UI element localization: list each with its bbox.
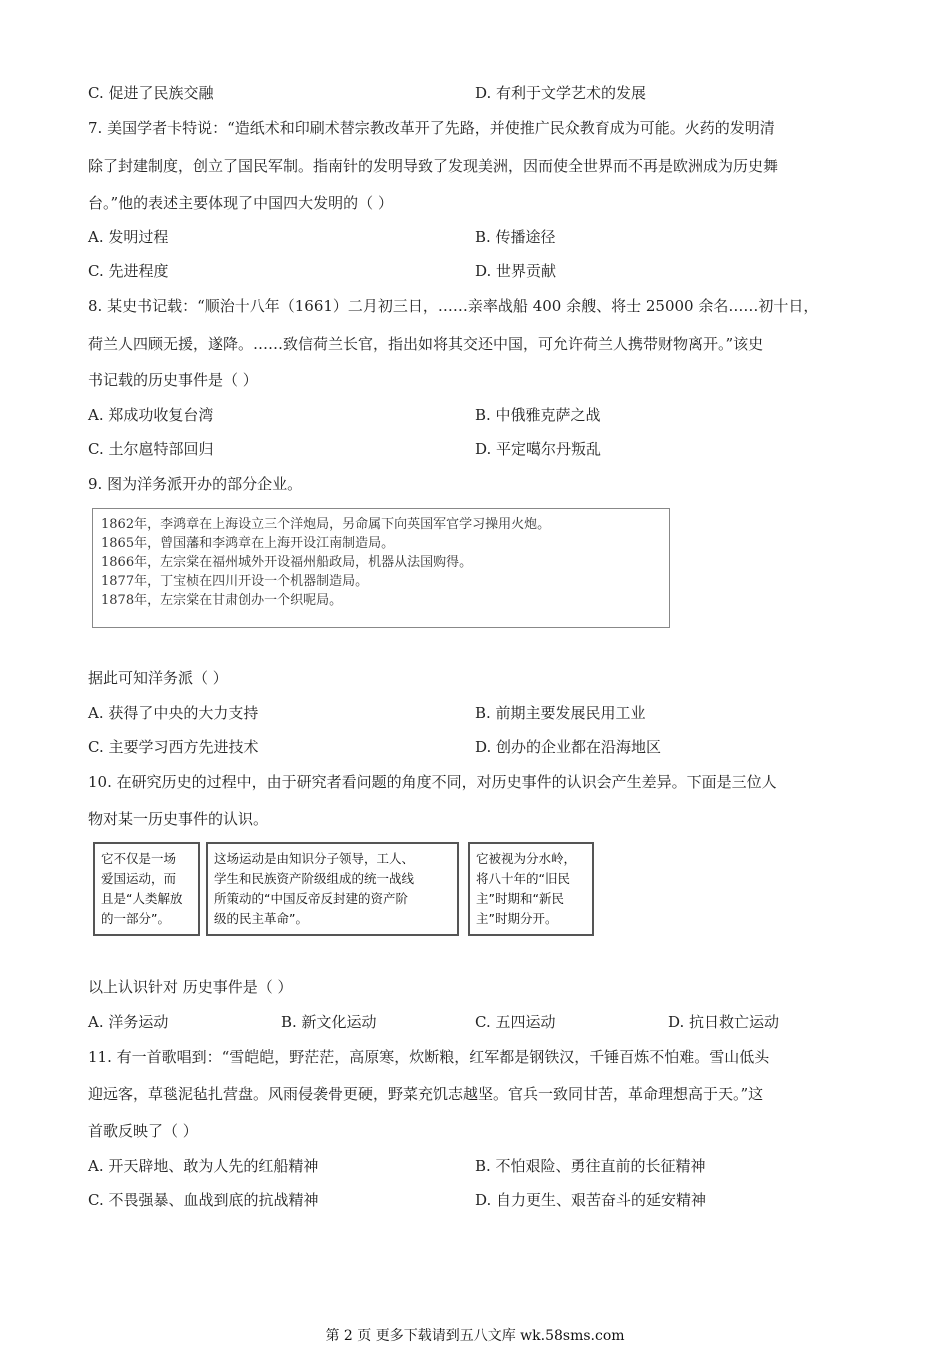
- q9-box-line: 1862年，李鸿章在上海设立三个洋炮局，另命属下向英国军官学习操用火炮。: [101, 517, 551, 532]
- q8-stem-line-2: 荷兰人四顾无援，遂降。……致信荷兰长官，指出如将其交还中国，可允许荷兰人携带财物离开。”该史: [88, 335, 764, 353]
- q10-box3-line: 主”时期分开。: [476, 911, 558, 926]
- q10-question: 以上认识针对 历史事件是（ ）: [88, 978, 293, 996]
- q8-option-a: A. 郑成功收复台湾: [88, 406, 214, 424]
- q9-option-d: D. 创办的企业都在沿海地区: [475, 738, 662, 756]
- q10-box2-line: 学生和民族资产阶级组成的统一战线: [214, 871, 415, 886]
- q10-option-a: A. 洋务运动: [88, 1013, 169, 1031]
- q11-stem-line-2: 迎远客，草毯泥毡扎营盘。风雨侵袭骨更硬，野菜充饥志越坚。官兵一致同甘苦，革命理想高于天。”这: [88, 1085, 764, 1103]
- q6-option-c: C. 促进了民族交融: [88, 84, 214, 102]
- q11-stem-line-3: 首歌反映了（ ）: [88, 1122, 198, 1140]
- q10-box3-line: 将八十年的“旧民: [476, 871, 570, 886]
- q10-stem-line-1: 10. 在研究历史的过程中，由于研究者看问题的角度不同，对历史事件的认识会产生差异。下面是三位人: [88, 773, 777, 791]
- q7-option-d: D. 世界贡献: [475, 262, 557, 280]
- q10-box2-line: 这场运动是由知识分子领导，工人、: [214, 851, 415, 866]
- q10-box1-line: 它不仅是一场: [101, 851, 177, 866]
- q10-box1-line: 的一部分”。: [101, 911, 170, 926]
- q7-option-a: A. 发明过程: [88, 228, 169, 246]
- q8-option-b: B. 中俄雅克萨之战: [475, 406, 601, 424]
- q9-stem: 9. 图为洋务派开办的部分企业。: [88, 475, 303, 493]
- q9-box-line: 1865年，曾国藩和李鸿章在上海开设江南制造局。: [101, 536, 395, 551]
- q9-box-line: 1877年，丁宝桢在四川开设一个机器制造局。: [101, 574, 369, 589]
- q9-box-line: 1866年，左宗棠在福州城外开设福州船政局，机器从法国购得。: [101, 555, 473, 570]
- q8-option-c: C. 土尔扈特部回归: [88, 440, 214, 458]
- q9-box-line: 1878年，左宗棠在甘肃创办一个织呢局。: [101, 593, 343, 608]
- q10-box2-line: 级的民主革命”。: [214, 911, 308, 926]
- q11-option-d: D. 自力更生、艰苦奋斗的延安精神: [475, 1191, 707, 1209]
- q10-box1-line: 且是“人类解放: [101, 891, 183, 906]
- q10-option-b: B. 新文化运动: [281, 1013, 377, 1031]
- q11-option-a: A. 开天辟地、敢为人先的红船精神: [88, 1157, 319, 1175]
- q10-view-box-3: [468, 842, 594, 936]
- q9-option-a: A. 获得了中央的大力支持: [88, 704, 259, 722]
- q10-box3-line: 主”时期和“新民: [476, 891, 564, 906]
- q9-option-c: C. 主要学习西方先进技术: [88, 738, 259, 756]
- q10-option-c: C. 五四运动: [475, 1013, 556, 1031]
- q11-stem-line-1: 11. 有一首歌唱到：“雪皑皑，野茫茫，高原寒，炊断粮，红军都是钢铁汉，千锤百炼不怕难。雪山低头: [88, 1048, 770, 1066]
- q8-stem-line-1: 8. 某史书记载：“顺治十八年（1661）二月初三日，……亲率战船 400 余艘、将士 25000 余名……初十日，: [88, 297, 819, 315]
- q7-stem-line-3: 台。”他的表述主要体现了中国四大发明的（ ）: [88, 194, 393, 212]
- q7-option-c: C. 先进程度: [88, 262, 169, 280]
- q9-enterprise-table: [92, 508, 670, 628]
- q9-question: 据此可知洋务派（ ）: [88, 669, 228, 687]
- q6-option-d: D. 有利于文学艺术的发展: [475, 84, 647, 102]
- q7-stem-line-2: 除了封建制度，创立了国民军制。指南针的发明导致了发现美洲，因而使全世界而不再是欧洲成为历史舞: [88, 157, 779, 175]
- q10-stem-line-2: 物对某一历史事件的认识。: [88, 810, 269, 828]
- q10-box3-line: 它被视为分水岭，: [476, 851, 577, 866]
- q10-view-box-2: [206, 842, 459, 936]
- q9-option-b: B. 前期主要发展民用工业: [475, 704, 646, 722]
- q11-option-c: C. 不畏强暴、血战到底的抗战精神: [88, 1191, 319, 1209]
- q7-stem-line-1: 7. 美国学者卡特说：“造纸术和印刷术替宗教改革开了先路，并使推广民众教育成为可能。火药的发明清: [88, 119, 775, 137]
- q10-option-d: D. 抗日救亡运动: [668, 1013, 780, 1031]
- q10-box1-line: 爱国运动，而: [101, 871, 177, 886]
- q8-stem-line-3: 书记载的历史事件是（ ）: [88, 371, 258, 389]
- q10-box2-line: 所策动的“中国反帝反封建的资产阶: [214, 891, 408, 906]
- q7-option-b: B. 传播途径: [475, 228, 556, 246]
- q11-option-b: B. 不怕艰险、勇往直前的长征精神: [475, 1157, 706, 1175]
- page-footer: 第 2 页 更多下载请到五八文库 wk.58sms.com: [325, 1328, 625, 1344]
- q8-option-d: D. 平定噶尔丹叛乱: [475, 440, 602, 458]
- q10-view-box-1: [93, 842, 200, 936]
